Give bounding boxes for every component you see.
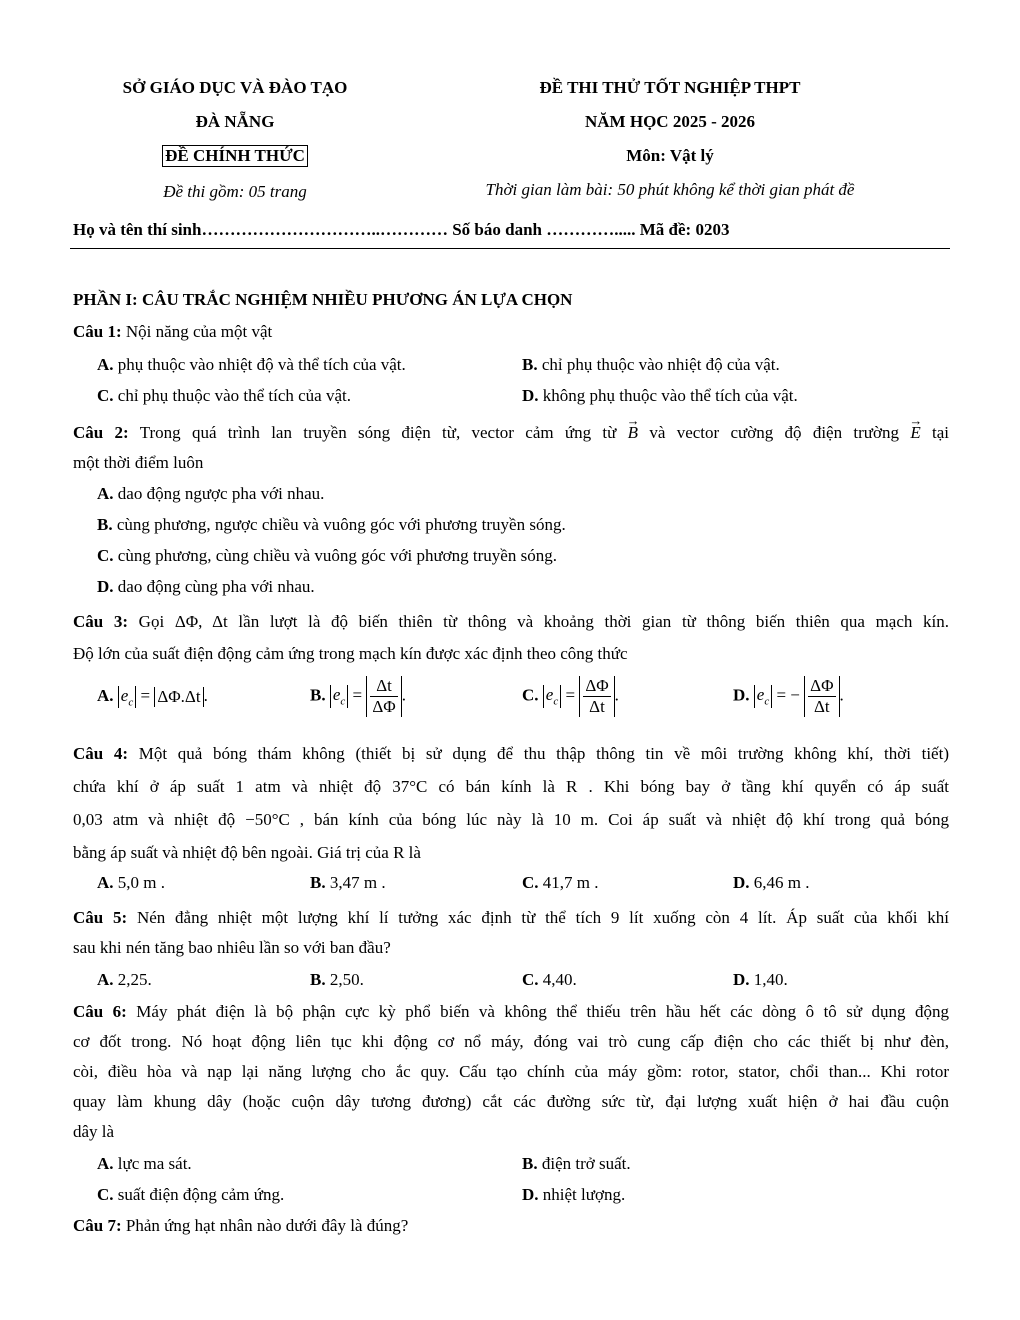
symbols: ΔΦ, Δt xyxy=(174,612,228,631)
exam-title: ĐỀ THI THỬ TỐT NGHIỆP THPT xyxy=(539,78,801,97)
q4-option-d[interactable]: D. 6,46 m . xyxy=(733,873,810,892)
question-4: Câu 4: Một quả bóng thám không (thiết bị sử dụng để thu thập thông tin về môi trường không khí, thời tiết) chứa khí ở áp suất 1 atm và nhiệt độ 37°C có bán kính là R . Khi bóng bay ở tầng khí quyển có áp suất 0,03 atm và nhiệt độ −50°C , bán kính của bóng lúc này là 10 m. Coi áp suất và nhiệt độ khí trong quả bóng bằng áp suất và nhiệt độ bên ngoài. Giá trị của R là xyxy=(73,744,949,862)
question-label: Câu 6: xyxy=(73,1002,127,1021)
q6-option-a[interactable]: A. lực ma sát. xyxy=(97,1154,192,1173)
question-label: Câu 5: xyxy=(73,908,128,927)
q3-option-b[interactable]: B. $e_c$ = $\frac{\Delta t}{\Delta\Phi}$ . xyxy=(310,676,406,716)
q1-option-c[interactable]: C. chỉ phụ thuộc vào thể tích của vật. xyxy=(97,386,351,405)
q3-option-d[interactable]: D. $e_c$ = − $\frac{\Delta\Phi}{\Delta t}$ . xyxy=(733,676,844,716)
q5-option-d[interactable]: D. 1,40. xyxy=(733,970,788,989)
question-2: Câu 2: Trong quá trình lan truyền sóng điện từ, vector cảm ứng từ → B và vector cường độ điện trường → E tại một thời điểm luôn xyxy=(73,418,949,478)
department-name: SỞ GIÁO DỤC VÀ ĐÀO TẠO xyxy=(122,78,348,97)
official-stamp xyxy=(70,145,400,167)
q5-option-c[interactable]: C. 4,40. xyxy=(522,970,577,989)
section-title: PHẦN I: CÂU TRẮC NGHIỆM NHIỀU PHƯƠNG ÁN LỰA CHỌN xyxy=(73,290,573,309)
q2-option-b[interactable]: B. cùng phương, ngược chiều và vuông góc với phương truyền sóng. xyxy=(97,515,566,534)
time-allowed: Thời gian làm bài: 50 phút không kể thời gian phát đề xyxy=(485,180,855,199)
q2-option-a[interactable]: A. dao động ngược pha với nhau. xyxy=(97,484,325,503)
question-7 xyxy=(73,1216,408,1236)
candidate-info-line: Họ và tên thí sinh…………………………..………… Số báo danh …………..... Mã đề: 0203 xyxy=(73,220,730,239)
q1-option-a[interactable]: A. phụ thuộc vào nhiệt độ và thể tích của vật. xyxy=(97,355,406,374)
page-count: Đề thi gồm: 05 trang xyxy=(163,182,307,201)
question-6: Câu 6: Máy phát điện là bộ phận cực kỳ phổ biến và không thể thiếu trên hầu hết các dòng ô tô sử dụng động cơ đốt trong. Nó hoạt động liên tục khi động cơ nổ máy, đóng vai trò cung cấp điện cho các thiết bị như đèn, còi, điều hòa và nạp lại năng lượng cho ắc quy. Cấu tạo chính của máy gồm: rotor, stator, chổi than... Khi rotor quay làm khung dây (hoặc cuộn dây tương đương) cắt các đường sức từ, đại lượng xuất hiện ở hai đầu cuộn dây là xyxy=(73,1002,949,1141)
q3-option-c[interactable]: C. $e_c$ = $\frac{\Delta\Phi}{\Delta t}$ . xyxy=(522,676,619,716)
question-5: Câu 5: Nén đẳng nhiệt một lượng khí lí tưởng xác định từ thể tích 9 lít xuống còn 4 lít. Áp suất của khối khí sau khi nén tăng bao nhiêu lần so với ban đầu? xyxy=(73,908,949,957)
q6-option-c[interactable]: C. suất điện động cảm ứng. xyxy=(97,1185,285,1204)
q4-option-b[interactable]: B. 3,47 m . xyxy=(310,873,386,892)
vector-b: → B xyxy=(628,418,638,448)
official-label: ĐỀ CHÍNH THỨC xyxy=(162,145,308,167)
q1-option-b[interactable]: B. chỉ phụ thuộc vào nhiệt độ của vật. xyxy=(522,355,780,374)
question-text: Nội năng của một vật xyxy=(125,322,273,341)
header-divider xyxy=(70,248,950,249)
q6-option-d[interactable]: D. nhiệt lượng. xyxy=(522,1185,626,1204)
question-label: Câu 3: xyxy=(73,612,129,631)
school-year: NĂM HỌC 2025 - 2026 xyxy=(585,112,755,131)
q1-option-d[interactable]: D. không phụ thuộc vào thể tích của vật. xyxy=(522,386,798,405)
question-label: Câu 1: xyxy=(73,322,122,341)
question-text: Phản ứng hạt nhân nào dưới đây là đúng? xyxy=(125,1216,409,1235)
q5-option-b[interactable]: B. 2,50. xyxy=(310,970,364,989)
q2-option-d[interactable]: D. dao động cùng pha với nhau. xyxy=(97,577,315,596)
vector-e: → E xyxy=(910,418,920,448)
subject: Môn: Vật lý xyxy=(626,146,714,165)
city-name: ĐÀ NẴNG xyxy=(195,112,275,131)
question-3: Câu 3: Gọi ΔΦ, Δt lần lượt là độ biến thiên từ thông và khoảng thời gian từ thông biến thiên qua mạch kín. Độ lớn của suất điện động cảm ứng trong mạch kín được xác định theo công thức xyxy=(73,612,950,663)
question-label: Câu 7: xyxy=(73,1216,122,1235)
q6-option-b[interactable]: B. điện trở suất. xyxy=(522,1154,631,1173)
q2-option-c[interactable]: C. cùng phương, cùng chiều và vuông góc với phương truyền sóng. xyxy=(97,546,557,565)
question-label: Câu 2: xyxy=(73,423,129,442)
q4-option-a[interactable]: A. 5,0 m . xyxy=(97,873,166,892)
question-label: Câu 4: xyxy=(73,744,129,763)
q4-option-c[interactable]: C. 41,7 m . xyxy=(522,873,599,892)
q3-option-a[interactable]: A. $e_c = \Delta\Phi.\Delta t$ . xyxy=(97,686,208,709)
question-1 xyxy=(73,322,272,342)
q5-option-a[interactable]: A. 2,25. xyxy=(97,970,152,989)
